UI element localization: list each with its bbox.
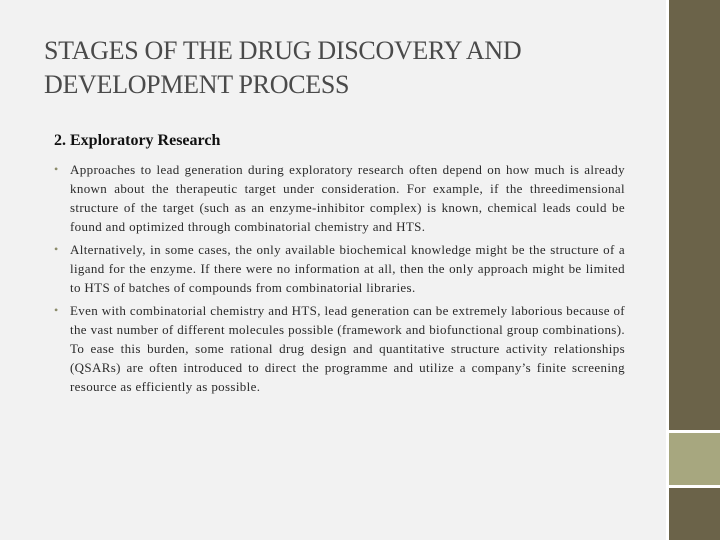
bullet-list <box>54 160 625 400</box>
bullet-item <box>54 301 625 396</box>
decorative-side-rail <box>666 0 720 540</box>
rail-dark-band <box>669 0 720 430</box>
bullet-item <box>54 240 625 297</box>
rail-light-band <box>669 433 720 485</box>
bullet-icon: • <box>54 303 59 317</box>
bullet-text: Even with combinatorial chemistry and HTS, lead generation can be extremely laborious because of the vast number of different molecules possible (framework and biofunctional group combinations). To ease this burden, some rational drug design and quantitative structure activity relationships (QSARs) are often introduced to direct the programme and utilize a company’s finite screening resource as efficiently as possible. <box>70 303 625 394</box>
bullet-text: Alternatively, in some cases, the only available biochemical knowledge might be the structure of a ligand for the enzyme. If there were no information at all, then the only approach might be limited to HTS of batches of compounds from combinatorial libraries. <box>70 242 625 295</box>
rail-bottom-band <box>669 488 720 540</box>
bullet-icon: • <box>54 242 59 256</box>
bullet-text: Approaches to lead generation during exploratory research often depend on how much is already known about the therapeutic target under consideration. For example, if the threedimensional structure of the target (such as an enzyme-inhibitor complex) is known, chemical leads could be found and optimized through combinatorial chemistry and HTS. <box>70 162 625 234</box>
bullet-icon: • <box>54 162 59 176</box>
section-heading: 2. Exploratory Research <box>54 132 221 149</box>
slide-title: STAGES OF THE DRUG DISCOVERY AND DEVELOPMENT PROCESS <box>44 36 522 99</box>
bullet-item <box>54 160 625 236</box>
